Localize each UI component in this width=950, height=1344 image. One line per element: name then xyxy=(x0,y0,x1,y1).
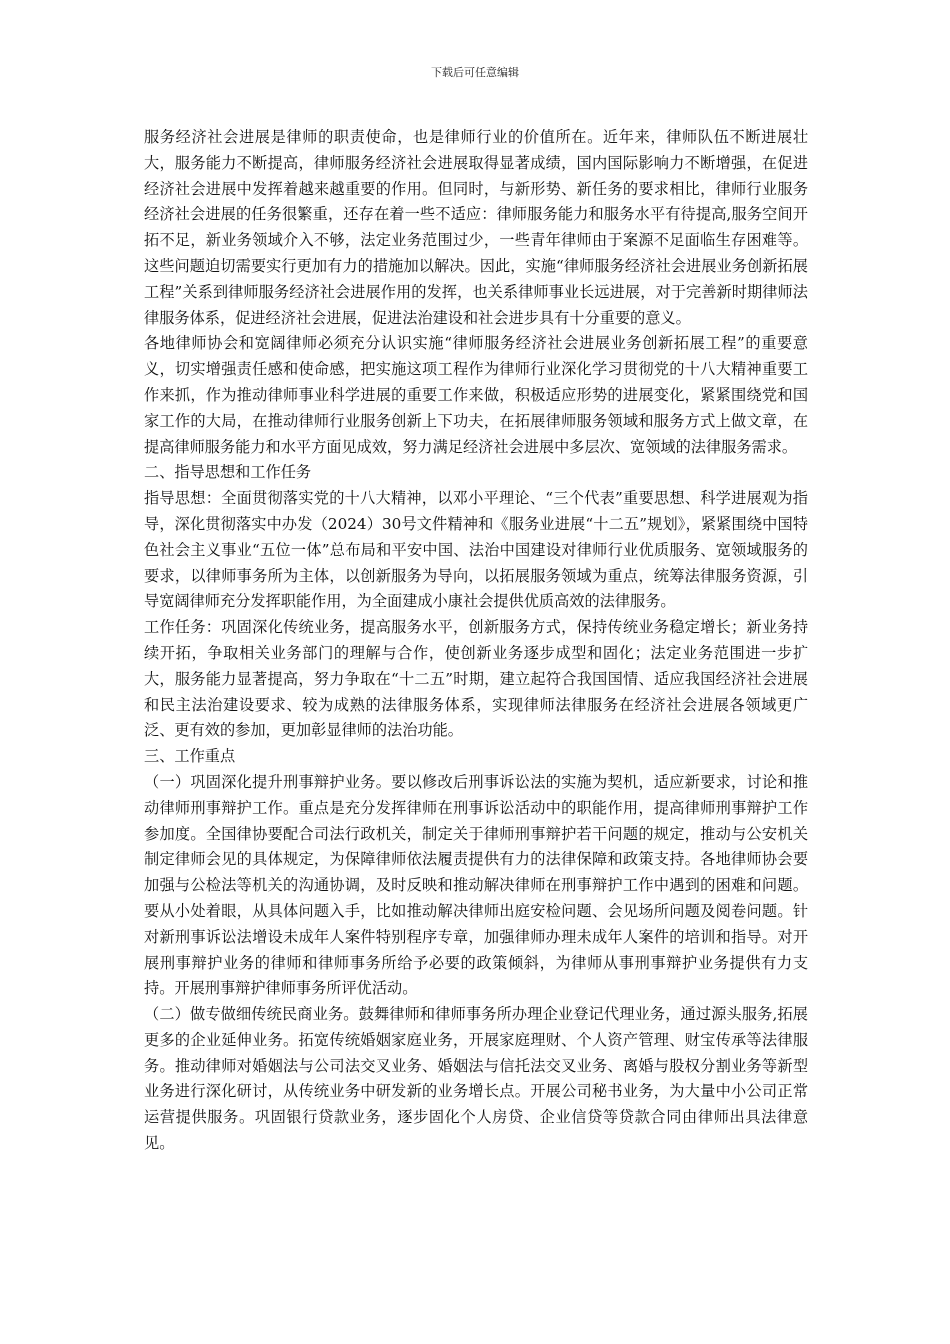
paragraph-guiding-thought: 指导思想：全面贯彻落实党的十八大精神，以邓小平理论、“三个代表”重要思想、科学进展观为指导，深化贯彻落实中办发（2024）30号文件精神和《服务业进展“十二五”规划》，紧紧围绕中国特色社会主义事业“五位一体”总布局和平安中国、法治中国建设对律师行业优质服务、宽领域服务的要求，以律师事务所为主体，以创新服务为导向，以拓展服务领域为重点，统筹法律服务资源，引导宽阔律师充分发挥职能作用，为全面建成小康社会提供优质高效的法律服务。 xyxy=(144,489,808,611)
paragraph-work-tasks: 工作任务：巩固深化传统业务，提高服务水平，创新服务方式，保持传统业务稳定增长；新业务持续开拓，争取相关业务部门的理解与合作，使创新业务逐步成型和固化；法定业务范围进一步扩大，服务能力显著提高，努力争取在“十二五”时期，建立起符合我国国情、适应我国经济社会进展和民主法治建设要求、较为成熟的法律服务体系，实现律师法律服务在经济社会进展各领域更广泛、更有效的参加，更加彰显律师的法治功能。 xyxy=(144,618,808,740)
document-body xyxy=(144,125,808,1157)
paragraph-intro-significance: 服务经济社会进展是律师的职责使命，也是律师行业的价值所在。近年来，律师队伍不断进展壮大，服务能力不断提高，律师服务经济社会进展取得显著成绩，国内国际影响力不断增强，在促进经济社会进展中发挥着越来越重要的作用。但同时，与新形势、新任务的要求相比，律师行业服务经济社会进展的任务很繁重，还存在着一些不适应：律师服务能力和服务水平有待提高,服务空间开拓不足，新业务领域介入不够，法定业务范围过少，一些青年律师由于案源不足面临生存困难等。这些问题迫切需要实行更加有力的措施加以解决。因此，实施“律师服务经济社会进展业务创新拓展工程”关系到律师服务经济社会进展作用的发挥，也关系律师事业长远进展，对于完善新时期律师法律服务体系，促进经济社会进展，促进法治建设和社会进步具有十分重要的意义。 xyxy=(144,128,808,327)
paragraph-criminal-defense: （一）巩固深化提升刑事辩护业务。要以修改后刑事诉讼法的实施为契机，适应新要求，讨论和推动律师刑事辩护工作。重点是充分发挥律师在刑事诉讼活动中的职能作用，提高律师刑事辩护工作参加度。全国律协要配合司法行政机关，制定关于律师刑事辩护若干问题的规定，推动与公安机关制定律师会见的具体规定，为保障律师依法履责提供有力的法律保障和政策支持。各地律师协会要加强与公检法等机关的沟通协调，及时反映和推动解决律师在刑事辩护工作中遇到的困难和问题。要从小处着眼，从具体问题入手，比如推动解决律师出庭安检问题、会见场所问题及阅卷问题。针对新刑事诉讼法增设未成年人案件特别程序专章，加强律师办理未成年人案件的培训和指导。对开展刑事辩护业务的律师和律师事务所给予必要的政策倾斜，为律师从事刑事辩护业务提供有力支持。开展刑事辩护律师事务所评优活动。 xyxy=(144,772,808,998)
section-heading-guiding-thought: 二、指导思想和工作任务 xyxy=(144,463,312,482)
paragraph-civil-commercial: （二）做专做细传统民商业务。鼓舞律师和律师事务所办理企业登记代理业务，通过源头服务,拓展更多的企业延伸业务。拓宽传统婚姻家庭业务，开展家庭理财、个人资产管理、财宝传承等法律服务。推动律师对婚姻法与公司法交叉业务、婚姻法与信托法交叉业务、离婚与股权分割业务等新型业务进行深化研讨，从传统业务中研发新的业务增长点。开展公司秘书业务，为大量中小公司正常运营提供服务。巩固银行贷款业务，逐步固化个人房贷、企业信贷等贷款合同由律师出具法律意见。 xyxy=(144,1005,808,1153)
paragraph-awareness: 各地律师协会和宽阔律师必须充分认识实施“律师服务经济社会进展业务创新拓展工程”的重要意义，切实增强责任感和使命感，把实施这项工程作为律师行业深化学习贯彻党的十八大精神重要工作来抓，作为推动律师事业科学进展的重要工作来做，积极适应形势的进展变化，紧紧围绕党和国家工作的大局，在推动律师行业服务创新上下功夫，在拓展律师服务领域和服务方式上做文章，在提高律师服务能力和水平方面见成效，努力满足经济社会进展中多层次、宽领域的法律服务需求。 xyxy=(144,334,808,456)
section-heading-work-focus: 三、工作重点 xyxy=(144,747,236,766)
page-header: 下载后可任意编辑 xyxy=(431,66,519,79)
